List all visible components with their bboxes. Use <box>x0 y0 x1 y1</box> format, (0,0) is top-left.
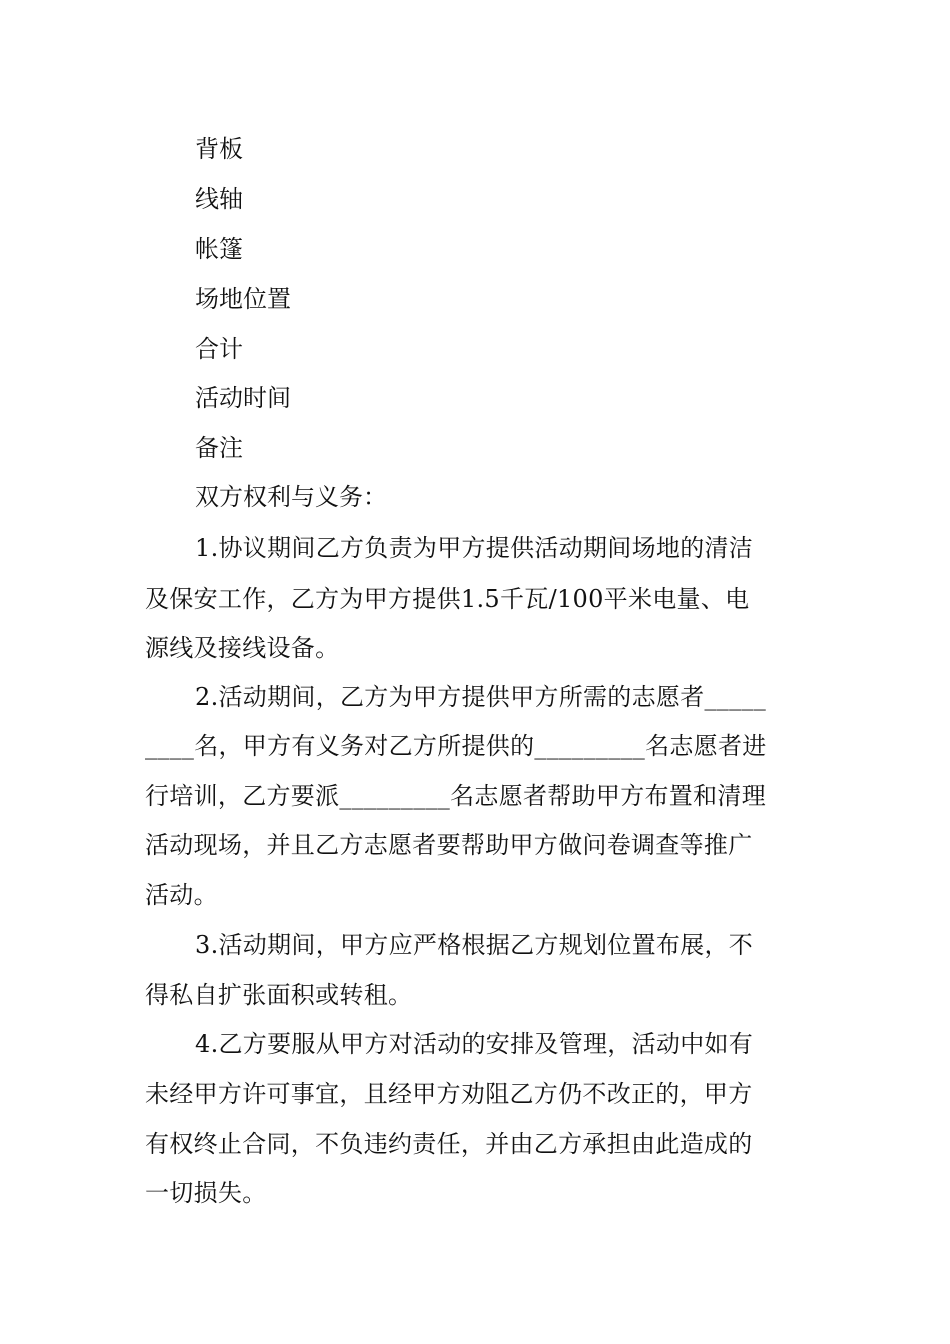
section-heading: 双方权利与义务： <box>195 483 387 511</box>
paragraph-line: 2.活动期间，乙方为甲方提供甲方所需的志愿者_____ <box>195 683 766 711</box>
paragraph-line: 得私自扩张面积或转租。 <box>145 981 413 1009</box>
paragraph-line: 3.活动期间，甲方应严格根据乙方规划位置布展，不 <box>195 931 754 959</box>
paragraph-line: 源线及接线设备。 <box>145 634 340 662</box>
list-item: 线轴 <box>195 185 243 213</box>
paragraph-line: 活动现场，并且乙方志愿者要帮助甲方做问卷调查等推广 <box>145 831 753 859</box>
list-item: 活动时间 <box>195 384 291 412</box>
paragraph-line: ____名，甲方有义务对乙方所提供的_________名志愿者进 <box>145 732 767 760</box>
paragraph-line: 未经甲方许可事宜，且经甲方劝阻乙方仍不改正的，甲方 <box>145 1080 753 1108</box>
paragraph-line: 一切损失。 <box>145 1179 267 1207</box>
paragraph-line: 1.协议期间乙方负责为甲方提供活动期间场地的清洁 <box>195 534 754 562</box>
paragraph-line: 活动。 <box>145 881 218 909</box>
paragraph-line: 有权终止合同，不负违约责任，并由乙方承担由此造成的 <box>145 1130 753 1158</box>
list-item: 备注 <box>195 434 243 462</box>
paragraph-line: 4.乙方要服从甲方对活动的安排及管理，活动中如有 <box>195 1030 754 1058</box>
list-item: 帐篷 <box>195 235 243 263</box>
paragraph-line: 行培训，乙方要派_________名志愿者帮助甲方布置和清理 <box>145 782 766 810</box>
list-item: 背板 <box>195 135 243 163</box>
list-item: 合计 <box>195 335 243 363</box>
paragraph-line: 及保安工作，乙方为甲方提供1.5千瓦/100平米电量、电 <box>145 585 750 613</box>
list-item: 场地位置 <box>195 285 291 313</box>
